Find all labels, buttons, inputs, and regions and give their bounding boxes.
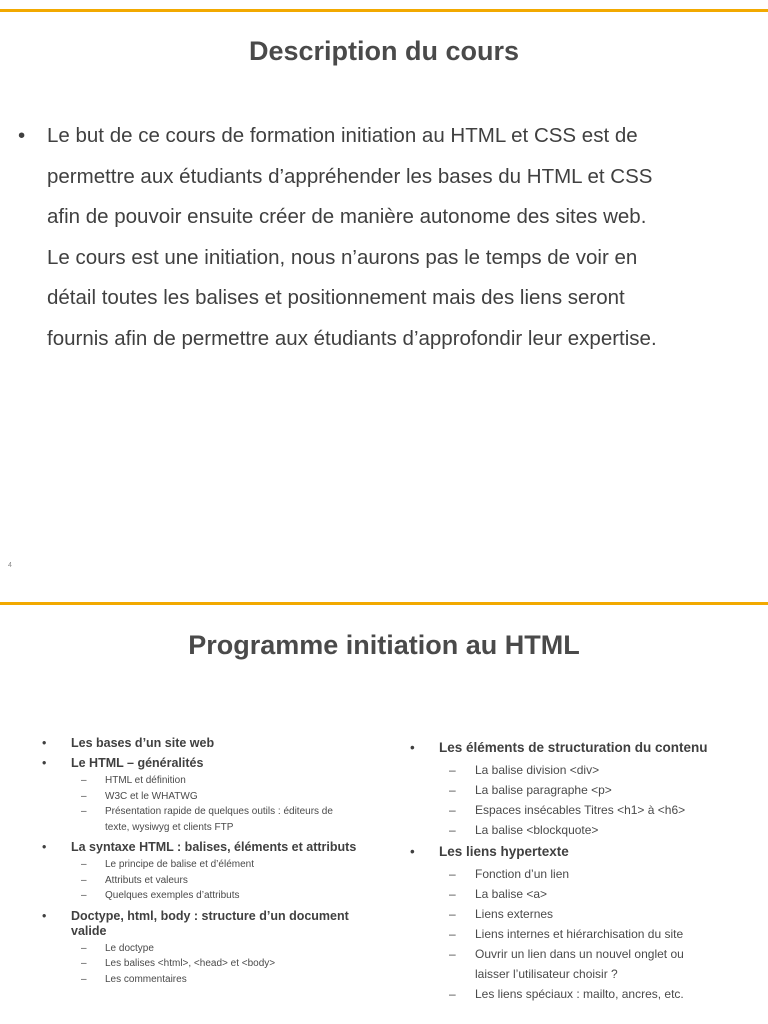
program-item-label: Les liens hypertexte bbox=[439, 844, 569, 859]
sub-item bbox=[439, 820, 750, 840]
sub-item-label: Les commentaires bbox=[105, 973, 187, 985]
sub-list bbox=[71, 773, 362, 835]
program-item bbox=[42, 736, 362, 751]
description-item bbox=[18, 116, 748, 359]
dash-icon: – bbox=[449, 887, 456, 901]
sub-item-label: Les balises <html>, <head> et <body> bbox=[105, 958, 276, 969]
page-number: 4 bbox=[8, 562, 12, 569]
dash-icon: – bbox=[449, 867, 456, 881]
program-item bbox=[42, 756, 362, 835]
dash-icon: – bbox=[449, 907, 456, 921]
dash-icon: – bbox=[81, 958, 87, 969]
sub-item bbox=[439, 780, 750, 800]
sub-item-label: Quelques exemples d’attributs bbox=[105, 890, 240, 901]
sub-item bbox=[71, 857, 362, 873]
sub-item bbox=[71, 773, 362, 789]
bullet-icon: • bbox=[410, 844, 415, 859]
paragraph-line: permettre aux étudiants d’appréhender les bases du HTML et CSS bbox=[47, 164, 653, 188]
sub-item bbox=[439, 800, 750, 820]
program-item-label: Les éléments de structuration du contenu bbox=[439, 740, 708, 755]
sub-item-label: Le principe de balise et d’élément bbox=[105, 859, 254, 870]
dash-icon: – bbox=[449, 927, 456, 941]
sub-item bbox=[439, 904, 750, 924]
sub-item bbox=[71, 888, 362, 904]
accent-bar bbox=[0, 9, 768, 12]
sub-list bbox=[439, 760, 750, 840]
dash-icon: – bbox=[449, 947, 456, 961]
bullet-icon: • bbox=[18, 124, 26, 147]
sub-item-label: Présentation rapide de quelques outils : éditeurs de bbox=[105, 806, 333, 817]
slide-title: Programme initiation au HTML bbox=[188, 630, 580, 660]
sub-item-label: Les liens spéciaux : mailto, ancres, etc. bbox=[475, 987, 684, 1001]
program-column-left bbox=[42, 736, 362, 987]
bullet-icon: • bbox=[42, 840, 47, 854]
sub-item-label: La balise division <div> bbox=[475, 763, 600, 777]
dash-icon: – bbox=[449, 783, 456, 797]
sub-list bbox=[439, 864, 750, 1004]
dash-icon: – bbox=[81, 942, 87, 954]
sub-item-label: W3C et le WHATWG bbox=[105, 790, 198, 802]
sub-item-label: Ouvrir un lien dans un nouvel onglet ou bbox=[475, 947, 684, 961]
program-item-label: Doctype, html, body : structure d’un document bbox=[71, 908, 349, 923]
program-item bbox=[42, 840, 362, 904]
sub-item bbox=[71, 941, 362, 957]
bullet-icon: • bbox=[42, 908, 47, 923]
sub-item-label: La balise paragraphe <p> bbox=[475, 783, 612, 797]
paragraph-line: détail toutes les balises et positionnement mais des liens seront bbox=[47, 286, 625, 309]
sub-item-label: Liens internes et hiérarchisation du site bbox=[475, 927, 684, 941]
sub-item-label: La balise <blockquote> bbox=[475, 823, 599, 837]
dash-icon: – bbox=[449, 803, 456, 817]
dash-icon: – bbox=[81, 859, 87, 870]
sub-list bbox=[71, 941, 362, 988]
paragraph-line: Le cours est une initiation, nous n’aurons pas le temps de voir en bbox=[47, 245, 638, 269]
sub-list bbox=[71, 857, 362, 904]
dash-icon: – bbox=[81, 790, 87, 802]
sub-item-label: Le doctype bbox=[105, 942, 154, 954]
sub-item bbox=[71, 789, 362, 805]
bullet-icon: • bbox=[42, 736, 47, 750]
program-item-label: Le HTML – généralités bbox=[71, 756, 204, 770]
sub-item bbox=[439, 864, 750, 884]
dash-icon: – bbox=[449, 763, 456, 777]
dash-icon: – bbox=[81, 973, 87, 985]
sub-item-label: texte, wysiwyg et clients FTP bbox=[105, 821, 234, 833]
sub-item bbox=[439, 760, 750, 780]
paragraph-line: fournis afin de permettre aux étudiants d’approfondir leur expertise. bbox=[47, 326, 657, 350]
sub-item bbox=[71, 804, 362, 835]
sub-item-label: Attributs et valeurs bbox=[105, 874, 188, 886]
program-item bbox=[42, 909, 362, 988]
description-list bbox=[18, 116, 748, 359]
program-column-right bbox=[410, 736, 750, 1004]
program-item-label: Les bases d’un site web bbox=[71, 736, 215, 750]
accent-bar bbox=[0, 602, 768, 605]
program-item bbox=[410, 738, 750, 840]
slide-title: Description du cours bbox=[248, 36, 520, 66]
bullet-icon: • bbox=[410, 740, 415, 755]
sub-item bbox=[439, 924, 750, 944]
program-item-label-cont: valide bbox=[71, 923, 107, 938]
dash-icon: – bbox=[81, 775, 87, 786]
slide-programme bbox=[0, 596, 768, 1024]
sub-item bbox=[439, 944, 750, 984]
sub-item-label: Fonction d’un lien bbox=[475, 867, 570, 881]
sub-item bbox=[71, 972, 362, 988]
sub-item-label: La balise <a> bbox=[475, 887, 548, 901]
sub-item bbox=[439, 884, 750, 904]
dash-icon: – bbox=[81, 890, 87, 901]
dash-icon: – bbox=[449, 987, 456, 1001]
sub-item bbox=[71, 956, 362, 972]
paragraph-line: afin de pouvoir ensuite créer de manière autonome des sites web. bbox=[47, 205, 647, 228]
sub-item-label: HTML et définition bbox=[105, 775, 186, 786]
program-item-label: La syntaxe HTML : balises, éléments et attributs bbox=[71, 840, 357, 854]
sub-item bbox=[71, 873, 362, 889]
sub-item-label: Liens externes bbox=[475, 907, 554, 921]
bullet-icon: • bbox=[42, 756, 47, 770]
program-item bbox=[410, 842, 750, 1004]
sub-item-label: laisser l’utilisateur choisir ? bbox=[475, 967, 618, 981]
paragraph-line: Le but de ce cours de formation initiation au HTML et CSS est de bbox=[47, 124, 638, 147]
sub-item-label: Espaces insécables Titres <h1> à <h6> bbox=[475, 803, 686, 817]
dash-icon: – bbox=[449, 823, 456, 837]
slide-separator bbox=[0, 590, 768, 596]
dash-icon: – bbox=[81, 806, 87, 817]
sub-item bbox=[439, 984, 750, 1004]
dash-icon: – bbox=[81, 874, 87, 886]
